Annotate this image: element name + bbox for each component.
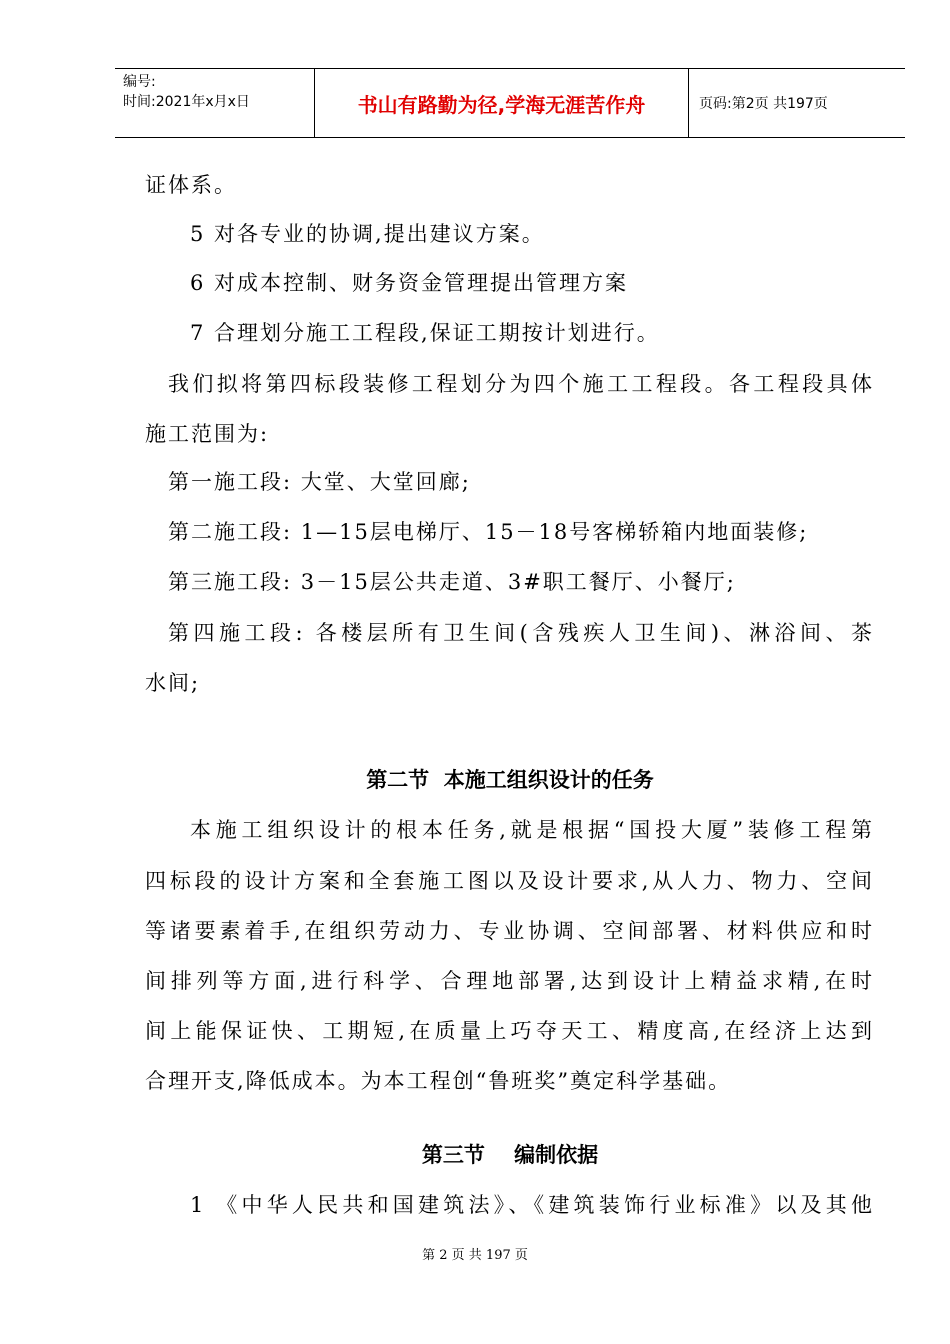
header-time-label: 时间:2021年x月x日 <box>123 94 250 110</box>
page-header <box>115 68 905 138</box>
section2-heading: 第二节 本施工组织设计的任务 <box>366 768 654 792</box>
body-line: 5 对各专业的协调,提出建议方案。 <box>190 222 545 246</box>
body-line: 第四施工段: 各楼层所有卫生间(含残疾人卫生间)、淋浴间、茶 <box>168 621 874 645</box>
body-line: 施工范围为: <box>145 422 270 446</box>
header-motto: 书山有路勤为径,学海无涯苦作舟 <box>315 69 689 137</box>
header-page-info: 页码:第2页 共197页 <box>699 96 828 112</box>
section3-line: 1 《中华人民共和国建筑法》、《建筑装饰行业标准》以及其他 <box>190 1193 874 1217</box>
body-line: 水间; <box>145 671 201 695</box>
section2-line: 间上能保证快、工期短,在质量上巧夺天工、精度高,在经济上达到 <box>145 1019 874 1043</box>
section2-line: 四标段的设计方案和全套施工图以及设计要求,从人力、物力、空间 <box>145 869 874 893</box>
body-line: 第二施工段: 1—15层电梯厅、15－18号客梯轿箱内地面装修; <box>168 520 809 544</box>
header-number-label: 编号: <box>123 74 156 90</box>
body-line: 我们拟将第四标段装修工程划分为四个施工工程段。各工程段具体 <box>168 372 874 396</box>
section2-line: 本施工组织设计的根本任务,就是根据“国投大厦”装修工程第 <box>190 818 874 842</box>
section3-heading: 第三节 编制依据 <box>421 1143 599 1167</box>
body-line: 6 对成本控制、财务资金管理提出管理方案 <box>190 271 629 295</box>
body-line: 7 合理划分施工工程段,保证工期按计划进行。 <box>190 321 660 345</box>
body-line: 第三施工段: 3－15层公共走道、3#职工餐厅、小餐厅; <box>168 570 736 594</box>
section2-line: 间排列等方面,进行科学、合理地部署,达到设计上精益求精,在时 <box>145 969 874 993</box>
body-line: 第一施工段: 大堂、大堂回廊; <box>168 470 471 494</box>
section2-line: 合理开支,降低成本。为本工程创“鲁班奖”奠定科学基础。 <box>145 1069 732 1093</box>
page-footer: 第 2 页 共 197 页 <box>422 1248 528 1263</box>
body-line: 证体系。 <box>145 173 237 197</box>
section2-line: 等诸要素着手,在组织劳动力、专业协调、空间部署、材料供应和时 <box>145 919 874 943</box>
header-meta <box>115 69 315 137</box>
